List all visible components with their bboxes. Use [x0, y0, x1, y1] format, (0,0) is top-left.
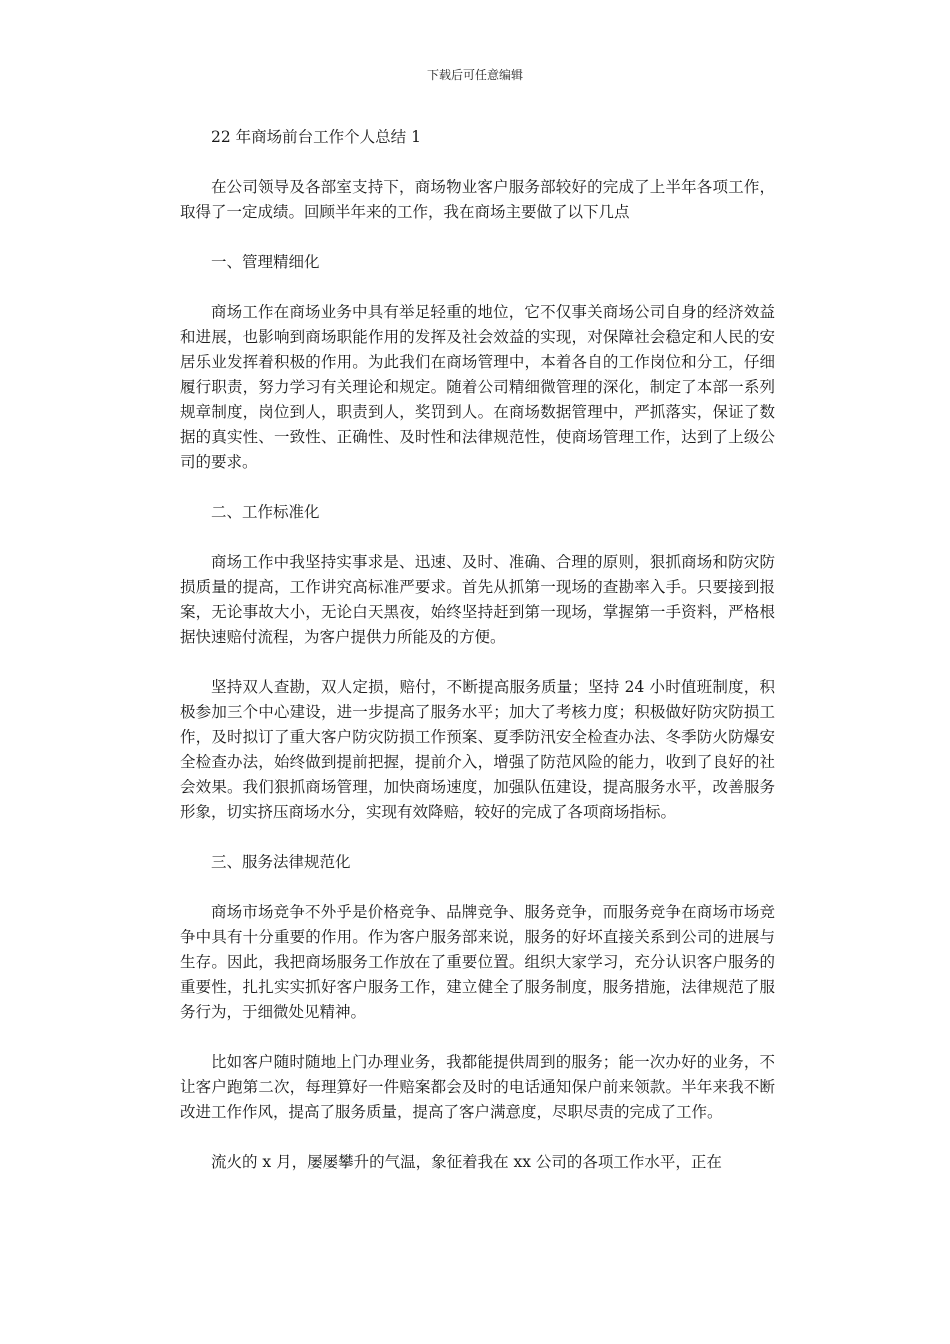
section-1-paragraph-1: 商场工作在商场业务中具有举足轻重的地位，它不仅事关商场公司自身的经济效益和进展，也影响到商场职能作用的发挥及社会效益的实现，对保障社会稳定和人民的安居乐业发挥着积极的作用。为此我们在商场管理中，本着各自的工作岗位和分工，仔细履行职责，努力学习有关理论和规定。随着公司精细微管理的深化，制定了本部一系列规章制度，岗位到人，职责到人，奖罚到人。在商场数据管理中，严抓落实，保证了数据的真实性、一致性、正确性、及时性和法律规范性，使商场管理工作，达到了上级公司的要求。 [180, 303, 775, 471]
section-heading-1: 一、管理精细化 [211, 253, 320, 271]
document-title: 22 年商场前台工作个人总结 1 [211, 128, 421, 146]
section-2-paragraph-1: 商场工作中我坚持实事求是、迅速、及时、准确、合理的原则，狠抓商场和防灾防损质量的提高，工作讲究高标准严要求。首先从抓第一现场的查勘率入手。只要接到报案，无论事故大小，无论白天黑夜，始终坚持赶到第一现场，掌握第一手资料，严格根据快速赔付流程，为客户提供力所能及的方便。 [180, 553, 775, 646]
download-note: 下载后可任意编辑 [426, 68, 523, 82]
section-3-paragraph-1: 商场市场竞争不外乎是价格竞争、品牌竞争、服务竞争，而服务竞争在商场市场竞争中具有十分重要的作用。作为客户服务部来说，服务的好坏直接关系到公司的进展与生存。因此，我把商场服务工作放在了重要位置。组织大家学习，充分认识客户服务的重要性，扎扎实实抓好客户服务工作，建立健全了服务制度，服务措施，法律规范了服务行为，于细微处见精神。 [180, 903, 775, 1021]
section-heading-2: 二、工作标准化 [211, 503, 320, 521]
section-3-paragraph-2: 比如客户随时随地上门办理业务，我都能提供周到的服务；能一次办好的业务，不让客户跑第二次，每理算好一件赔案都会及时的电话通知保户前来领款。半年来我不断改进工作作风，提高了服务质量，提高了客户满意度，尽职尽责的完成了工作。 [180, 1053, 775, 1121]
section-heading-3: 三、服务法律规范化 [211, 853, 351, 871]
document-body [180, 125, 775, 1200]
closing-paragraph-partial: 流火的 x 月，屡屡攀升的气温，象征着我在 xx 公司的各项工作水平，正在 [211, 1153, 722, 1171]
section-2-paragraph-2: 坚持双人查勘，双人定损，赔付，不断提高服务质量；坚持 24 小时值班制度，积极参加三个中心建设，进一步提高了服务水平；加大了考核力度；积极做好防灾防损工作，及时拟订了重大客户防灾防损工作预案、夏季防汛安全检查办法、冬季防火防爆安全检查办法，始终做到提前把握，提前介入，增强了防范风险的能力，收到了良好的社会效果。我们狠抓商场管理，加快商场速度，加强队伍建设，提高服务水平，改善服务形象，切实挤压商场水分，实现有效降赔，较好的完成了各项商场指标。 [180, 678, 775, 821]
intro-paragraph: 在公司领导及各部室支持下，商场物业客户服务部较好的完成了上半年各项工作，取得了一定成绩。回顾半年来的工作，我在商场主要做了以下几点 [180, 178, 775, 221]
